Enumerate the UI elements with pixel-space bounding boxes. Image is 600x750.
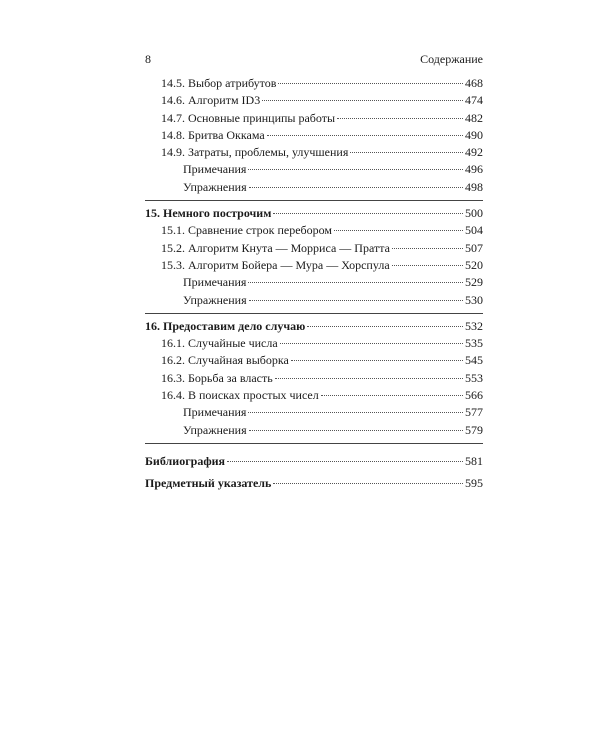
toc-entry[interactable] xyxy=(145,274,483,291)
toc-entry-title: 14.7. Основные принципы работы xyxy=(161,110,336,125)
toc-entry-title: Библиография xyxy=(145,453,226,468)
toc-entry-title: 15.3. Алгоритм Бойера — Мура — Хорспула xyxy=(161,257,390,272)
toc-entry-title: 16.2. Случайная выборка xyxy=(161,353,289,368)
toc-entry[interactable] xyxy=(145,370,483,387)
toc-entry[interactable] xyxy=(145,318,483,335)
dot-leader xyxy=(307,325,463,327)
dot-leader xyxy=(273,212,463,214)
toc-entry-page: 498 xyxy=(465,179,483,194)
toc-entry-title: 16. Предоставим дело случаю xyxy=(145,318,306,333)
toc-entry-page: 535 xyxy=(465,336,483,351)
back-matter xyxy=(145,450,483,494)
dot-leader xyxy=(280,342,463,344)
toc-entry[interactable] xyxy=(145,92,483,109)
toc-entry-page: 492 xyxy=(465,145,483,160)
toc-section xyxy=(145,318,483,444)
toc-entry-page: 500 xyxy=(465,206,483,221)
toc-entry-page: 553 xyxy=(465,370,483,385)
toc-entry-page: 507 xyxy=(465,240,483,255)
dot-leader xyxy=(392,247,463,249)
toc-entry[interactable] xyxy=(145,205,483,222)
toc-entry[interactable] xyxy=(145,422,483,439)
table-of-contents xyxy=(145,75,483,494)
toc-entry[interactable] xyxy=(145,179,483,196)
toc-entry-page: 496 xyxy=(465,162,483,177)
toc-entry-title: Примечания xyxy=(183,405,247,420)
toc-entry[interactable] xyxy=(145,110,483,127)
toc-entry[interactable] xyxy=(145,404,483,421)
toc-entry-title: 16.3. Борьба за власть xyxy=(161,370,273,385)
dot-leader xyxy=(334,229,463,231)
toc-entry[interactable] xyxy=(145,352,483,369)
toc-entry-title: 14.5. Выбор атрибутов xyxy=(161,76,277,90)
toc-entry-title: 16.4. В поисках простых чисел xyxy=(161,388,319,403)
dot-leader xyxy=(337,117,463,119)
toc-entry-page: 529 xyxy=(465,275,483,290)
dot-leader xyxy=(273,482,463,484)
toc-entry-title: 15.2. Алгоритм Кнута — Морриса — Пратта xyxy=(161,240,390,255)
dot-leader xyxy=(262,99,463,101)
toc-section xyxy=(145,75,483,201)
toc-entry-page: 530 xyxy=(465,292,483,307)
toc-entry-page: 577 xyxy=(465,405,483,420)
toc-entry-page: 545 xyxy=(465,353,483,368)
toc-entry[interactable] xyxy=(145,240,483,257)
dot-leader xyxy=(227,460,463,462)
dot-leader xyxy=(291,359,463,361)
toc-entry[interactable] xyxy=(145,75,483,92)
toc-entry-title: 15.1. Сравнение строк перебором xyxy=(161,223,333,238)
toc-entry-page: 490 xyxy=(465,127,483,142)
toc-entry-title: 15. Немного построчим xyxy=(145,206,272,221)
toc-entry-title: Упражнения xyxy=(183,292,247,307)
toc-entry-title: Примечания xyxy=(183,275,247,290)
toc-entry-title: Упражнения xyxy=(183,179,247,194)
toc-section xyxy=(145,205,483,314)
dot-leader xyxy=(321,394,463,396)
toc-entry[interactable] xyxy=(145,161,483,178)
toc-entry-page: 504 xyxy=(465,223,483,238)
toc-entry[interactable] xyxy=(145,292,483,309)
running-title: Содержание xyxy=(420,52,483,66)
toc-entry[interactable] xyxy=(145,450,483,472)
toc-entry-title: 14.6. Алгоритм ID3 xyxy=(161,93,261,108)
toc-entry-page: 595 xyxy=(465,475,483,490)
dot-leader xyxy=(249,299,463,301)
running-head xyxy=(145,52,483,67)
page-number: 8 xyxy=(145,52,151,66)
toc-entry-title: 16.1. Случайные числа xyxy=(161,336,278,351)
dot-leader xyxy=(248,411,463,413)
toc-entry[interactable] xyxy=(145,222,483,239)
toc-entry-title: Предметный указатель xyxy=(145,475,272,490)
toc-entry[interactable] xyxy=(145,144,483,161)
dot-leader xyxy=(249,429,463,431)
dot-leader xyxy=(392,264,463,266)
toc-entry-page: 532 xyxy=(465,318,483,333)
dot-leader xyxy=(249,186,463,188)
toc-entry-title: Упражнения xyxy=(183,422,247,437)
toc-entry-title: 14.8. Бритва Оккама xyxy=(161,127,265,142)
toc-entry-page: 579 xyxy=(465,422,483,437)
toc-entry-page: 566 xyxy=(465,388,483,403)
toc-entry[interactable] xyxy=(145,257,483,274)
dot-leader xyxy=(248,168,463,170)
toc-entry-page: 474 xyxy=(465,93,483,108)
dot-leader xyxy=(350,151,463,153)
dot-leader xyxy=(278,82,463,84)
toc-entry[interactable] xyxy=(145,335,483,352)
dot-leader xyxy=(248,281,463,283)
dot-leader xyxy=(275,377,463,379)
toc-entry[interactable] xyxy=(145,387,483,404)
toc-entry-title: Примечания xyxy=(183,162,247,177)
toc-entry[interactable] xyxy=(145,127,483,144)
toc-entry-page: 581 xyxy=(465,453,483,468)
toc-entry-page: 468 xyxy=(465,76,483,90)
dot-leader xyxy=(267,134,463,136)
toc-entry-title: 14.9. Затраты, проблемы, улучшения xyxy=(161,145,349,160)
toc-entry-page: 482 xyxy=(465,110,483,125)
toc-entry[interactable] xyxy=(145,472,483,494)
toc-entry-page: 520 xyxy=(465,257,483,272)
